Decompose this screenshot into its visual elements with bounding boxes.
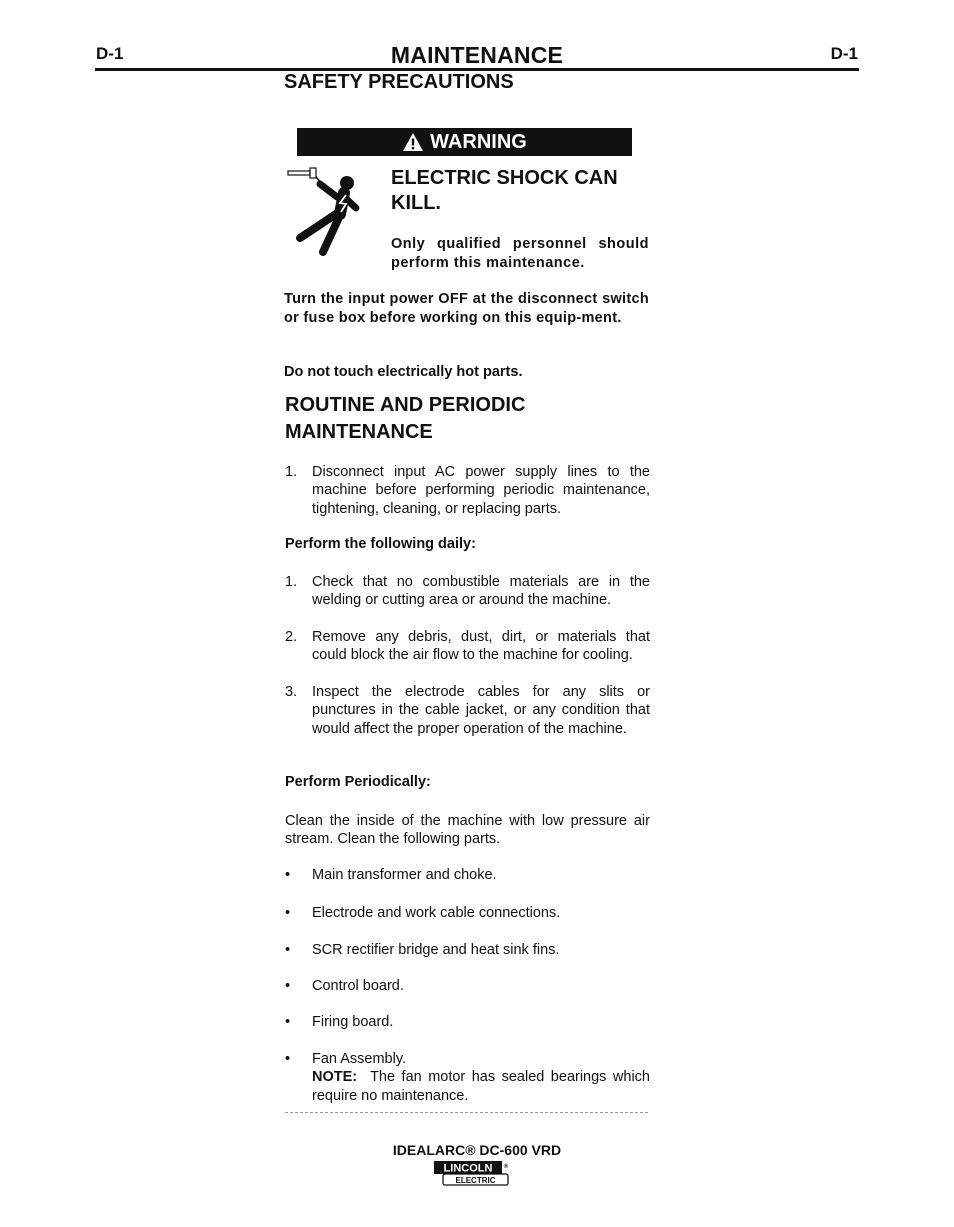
bullet: •: [285, 1014, 291, 1030]
bullet: •: [285, 905, 291, 921]
periodic-heading: Perform Periodically:: [285, 774, 431, 790]
list-item-text: Firing board.: [312, 1014, 394, 1030]
product-model: IDEALARC® DC-600 VRD: [392, 1142, 562, 1158]
list-item-text: Main transformer and choke.: [312, 867, 497, 883]
fan-assembly-text: Fan Assembly.: [312, 1051, 407, 1067]
power-off-instruction: Turn the input power OFF at the disconnect switch or fuse box before working on this equip-ment.: [284, 291, 649, 326]
logo-top-text: LINCOLN: [443, 1162, 493, 1175]
list-item: [285, 977, 650, 995]
safety-precautions-heading: SAFETY PRECAUTIONS: [284, 71, 514, 93]
electric-shock-heading: ELECTRIC SHOCK CAN KILL.: [391, 167, 618, 214]
list-item-text: Inspect the electrode cables for any slits or punctures in the cable jacket, or any condition that would affect the proper operation of the machine.: [312, 684, 650, 737]
list-item-text: Control board.: [312, 978, 404, 994]
warning-label: WARNING: [430, 130, 527, 153]
list-item: [285, 463, 650, 518]
list-item-number: 1.: [285, 574, 298, 590]
fan-note: [312, 1068, 650, 1105]
list-item-text: SCR rectifier bridge and heat sink fins.: [312, 942, 560, 958]
note-text: The fan motor has sealed bearings which require no maintenance.: [312, 1069, 650, 1104]
list-item: [285, 628, 650, 665]
warning-triangle-icon: [402, 132, 424, 152]
list-item-text: [312, 1050, 650, 1105]
list-item: [285, 866, 650, 884]
bullet: •: [285, 942, 291, 958]
list-item-text: Electrode and work cable connections.: [312, 905, 561, 921]
note-label: NOTE:: [312, 1069, 358, 1086]
list-item: [285, 573, 650, 610]
no-touch-instruction: Do not touch electrically hot parts.: [284, 364, 523, 380]
lincoln-electric-logo: [433, 1160, 513, 1188]
page-title: MAINTENANCE: [390, 42, 564, 68]
qualified-personnel-text: Only qualified personnel should perform this maintenance.: [391, 236, 649, 271]
bullet: •: [285, 867, 291, 883]
electric-shock-icon: [284, 164, 384, 259]
list-item: [285, 683, 650, 738]
logo-registered-mark: ®: [503, 1164, 509, 1170]
page-number-right: D-1: [830, 44, 858, 63]
list-item-number: 1.: [285, 464, 298, 480]
daily-heading: Perform the following daily:: [285, 536, 476, 552]
warning-banner: [297, 128, 632, 156]
list-item-number: 2.: [285, 629, 298, 645]
bullet: •: [285, 1051, 291, 1067]
list-item: [285, 1013, 650, 1031]
list-item-text: Check that no combustible materials are in the welding or cutting area or around the machine.: [312, 574, 650, 609]
list-item: [285, 904, 650, 922]
list-item-text: Remove any debris, dust, dirt, or materials that could block the air flow to the machine for cooling.: [312, 629, 650, 664]
list-item: [285, 941, 650, 959]
bullet: •: [285, 978, 291, 994]
periodic-intro-text: Clean the inside of the machine with low pressure air stream. Clean the following parts.: [285, 813, 650, 848]
routine-maintenance-heading: ROUTINE AND PERIODIC MAINTENANCE: [285, 394, 526, 443]
logo-bottom-text: ELECTRIC: [455, 1176, 496, 1185]
list-item-number: 3.: [285, 684, 298, 700]
list-item-text: Disconnect input AC power supply lines to the machine before performing periodic maintenance, tightening, cleaning, or replacing parts.: [312, 464, 650, 517]
dashed-divider: [285, 1112, 648, 1113]
list-item: [285, 1050, 650, 1105]
page-number-left: D-1: [96, 44, 124, 63]
